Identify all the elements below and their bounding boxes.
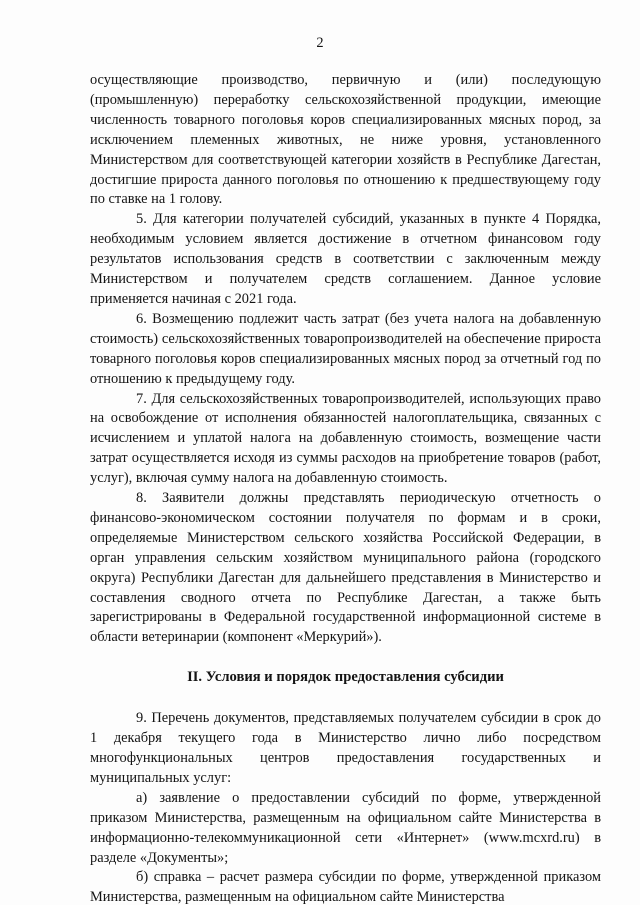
paragraph-9b: б) справка – расчет размера субсидии по форме, утвержденной приказом Министерства, размещенным на официальном сайте Министерства [90, 869, 601, 906]
page-number: 2 [316, 35, 324, 51]
paragraph-9: 9. Перечень документов, представляемых получателем субсидии в срок до 1 декабря текущего года в Министерство лично либо посредством многофункциональных центров предоставления государственных и муниципальных услуг: [90, 710, 601, 786]
paragraph-8: 8. Заявители должны представлять периодическую отчетность о финансово-экономическом состоянии получателя по формам и в сроки, определяемые Министерством сельского хозяйства Российской Федерации, в орган управления сельским хозяйством муниципального района (городского округа) Республики Дагестан для дальнейшего представления в Министерство и составления сводного отчета по Республике Дагестан, а также быть зарегистрированы в Федеральной государственной информационной системе в области ветеринарии (компонент «Меркурий»). [90, 490, 601, 646]
paragraph-6: 6. Возмещению подлежит часть затрат (без учета налога на добавленную стоимость) сельскохозяйственных товаропроизводителей на обеспечение прироста товарного поголовья коров специализированных мясных пород за отчетный год по отношению к предыдущему году. [90, 310, 601, 387]
paragraph-5: 5. Для категории получателей субсидий, указанных в пункте 4 Порядка, необходимым условием является достижение в отчетном финансовом году результатов использования средств в соответствии с заключенным между Министерством и получателем средств соглашением. Данное условие применяется начиная с 2021 года. [90, 211, 601, 307]
paragraph-7: 7. Для сельскохозяйственных товаропроизводителей, использующих право на освобождение от исполнения обязанностей налогоплательщика, связанных с исчислением и уплатой налога на добавленную стоимость, возмещение части затрат осуществляется исходя из суммы расходов на приобретение товаров (работ, услуг), включая сумму налога на добавленную стоимость. [90, 390, 601, 487]
paragraph-4-continuation: осуществляющие производство, первичную и (или) последующую (промышленную) переработку сельскохозяйственной продукции, имеющие численность товарного поголовья коров специализированных мясных пород, за исключением племенных животных, не ниже уровня, установленного Министерством для соответствующей категории хозяйств в Республике Дагестан, достигшие прироста данного поголовья по отношению к предшествующему году по ставке на 1 голову. [90, 72, 601, 208]
paragraph-9a: а) заявление о предоставлении субсидий по форме, утвержденной приказом Министерства, размещенным на официальном сайте Министерства в информационно-телекоммуникационной сети «Интернет» (www.mcxrd.ru) в разделе «Документы»; [90, 789, 601, 866]
section-heading: II. Условия и порядок предоставления субсидии [187, 669, 504, 686]
document-body [90, 71, 601, 908]
